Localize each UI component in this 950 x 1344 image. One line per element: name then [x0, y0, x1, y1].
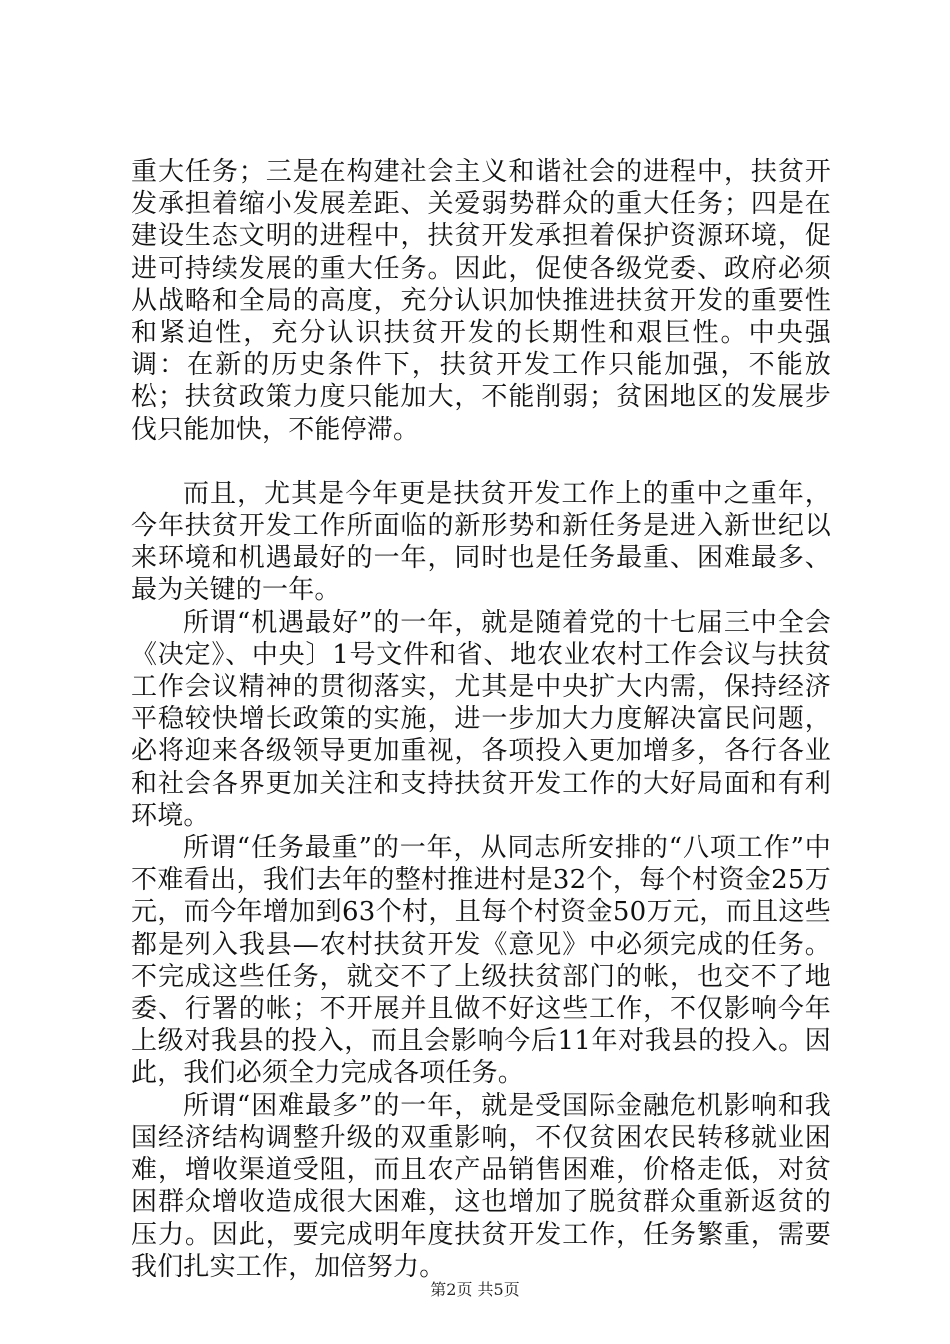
- paragraph-most-difficulties: 所谓“困难最多”的一年，就是受国际金融危机影响和我国经济结构调整升级的双重影响，不仅贫困农民转移就业困难，增收渠道受阻，而且农产品销售困难，价格走低，对贫困群众增收造成很大困难，这也增加了脱贫群众重新返贫的压力。因此，要完成明年度扶贫开发工作，任务繁重，需要我们扎实工作，加倍努力。: [131, 1090, 831, 1282]
- paragraph-heaviest-task: 所谓“任务最重”的一年，从同志所安排的“八项工作”中不难看出，我们去年的整村推进村是32个，每个村资金25万元，而今年增加到63个村，且每个村资金50万元，而且这些都是列入我县—农村扶贫开发《意见》中必须完成的任务。不完成这些任务，就交不了上级扶贫部门的帐，也交不了地委、行署的帐；不开展并且做不好这些工作，不仅影响今年上级对我县的投入，而且会影响今后11年对我县的投入。因此，我们必须全力完成各项任务。: [131, 833, 831, 1089]
- paragraph-best-opportunity: 所谓“机遇最好”的一年，就是随着党的十七届三中全会《决定》、中央〕1号文件和省、地农业农村工作会议与扶贫工作会议精神的贯彻落实，尤其是中央扩大内需，保持经济平稳较快增长政策的实施，进一步加大力度解决富民问题，必将迎来各级领导更加重视，各项投入更加增多，各行各业和社会各界更加关注和支持扶贫开发工作的大好局面和有利环境。: [131, 607, 831, 831]
- paragraph-continued: 重大任务；三是在构建社会主义和谐社会的进程中，扶贫开发承担着缩小发展差距、关爱弱势群众的重大任务；四是在建设生态文明的进程中，扶贫开发承担着保护资源环境，促进可持续发展的重大任务。因此，促使各级党委、政府必须从战略和全局的高度，充分认识加快推进扶贫开发的重要性和紧迫性，充分认识扶贫开发的长期性和艰巨性。中央强调：在新的历史条件下，扶贫开发工作只能加强，不能放松；扶贫政策力度只能加大，不能削弱；贫困地区的发展步伐只能加快，不能停滞。: [131, 157, 831, 445]
- paragraph-spacer: [131, 446, 831, 478]
- page-footer: 第2页 共5页: [430, 1280, 520, 1299]
- document-body: [131, 156, 831, 1283]
- paragraph-key-year: 而且，尤其是今年更是扶贫开发工作上的重中之重年，今年扶贫开发工作所面临的新形势和新任务是进入新世纪以来环境和机遇最好的一年，同时也是任务最重、困难最多、最为关键的一年。: [131, 478, 831, 606]
